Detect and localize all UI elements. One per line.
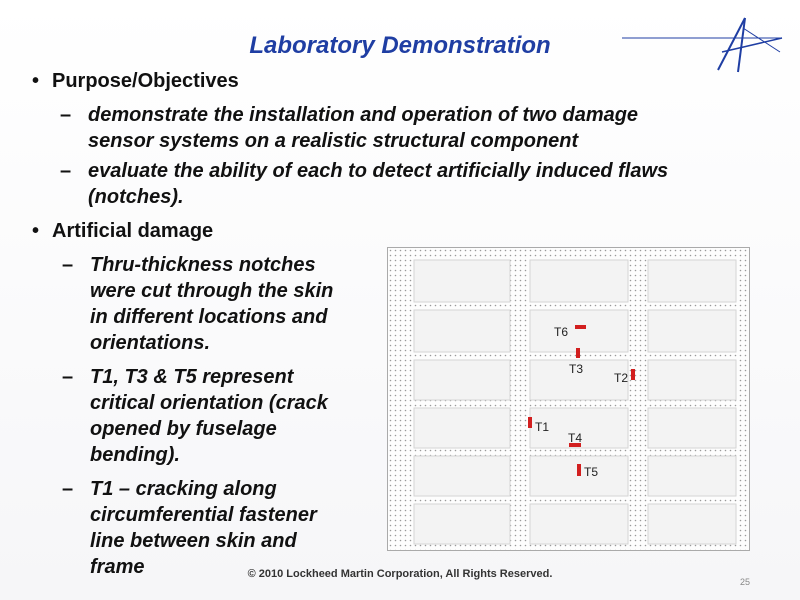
line: frame — [90, 556, 145, 578]
notch-t5 — [577, 464, 581, 476]
sub-bullet-critical-orientation — [62, 364, 328, 468]
dash: – — [62, 366, 74, 388]
sub-bullet-t1-cracking — [62, 476, 317, 580]
line: sensor systems on a realistic structural component — [88, 130, 579, 152]
line: orientations. — [90, 332, 211, 354]
line: line between skin and — [90, 530, 297, 552]
dash: – — [62, 478, 74, 500]
bullet-label: Artificial damage — [52, 220, 214, 242]
line: evaluate the ability of each to detect artificially induced flaws — [88, 160, 669, 182]
page-number: 25 — [740, 577, 751, 587]
bullet-label: Purpose/Objectives — [52, 70, 239, 92]
bullet-purpose-objectives — [32, 70, 239, 93]
dash: – — [60, 160, 72, 182]
line: critical orientation (crack — [90, 392, 328, 414]
sub-bullet-demonstrate — [60, 102, 639, 154]
label-t4: T4 — [568, 431, 583, 445]
copyright-footer: © 2010 Lockheed Martin Corporation, All Rights Reserved. — [247, 568, 553, 580]
bullet-dot: • — [32, 220, 40, 242]
notch-t1 — [528, 417, 532, 428]
line: (notches). — [88, 186, 184, 208]
line: in different locations and — [90, 306, 328, 328]
panel-diagram — [388, 248, 749, 550]
notch-t6 — [575, 325, 586, 329]
line: circumferential fastener — [90, 504, 317, 526]
line: were cut through the skin — [90, 280, 334, 302]
lockheed-martin-star-logo — [622, 14, 787, 76]
dash: – — [62, 254, 74, 276]
bullet-artificial-damage — [32, 220, 214, 243]
dash: – — [60, 104, 72, 126]
line: T1 – cracking along — [90, 478, 277, 500]
notch-t3 — [576, 348, 580, 358]
label-t6: T6 — [554, 325, 569, 339]
sub-bullet-evaluate — [60, 158, 669, 210]
notch-t2 — [631, 369, 635, 380]
label-t2: T2 — [614, 371, 629, 385]
sub-bullet-notches — [62, 252, 334, 356]
line: demonstrate the installation and operation of two damage — [88, 104, 639, 126]
line: bending). — [90, 444, 180, 466]
line: opened by fuselage — [90, 418, 277, 440]
label-t5: T5 — [584, 465, 599, 479]
slide-title: Laboratory Demonstration — [249, 32, 551, 59]
fuselage-panel-figure — [387, 247, 750, 551]
line: T1, T3 & T5 represent — [90, 366, 294, 388]
bullet-dot: • — [32, 70, 40, 92]
line: Thru-thickness notches — [90, 254, 316, 276]
label-t1: T1 — [535, 420, 550, 434]
label-t3: T3 — [569, 362, 584, 376]
